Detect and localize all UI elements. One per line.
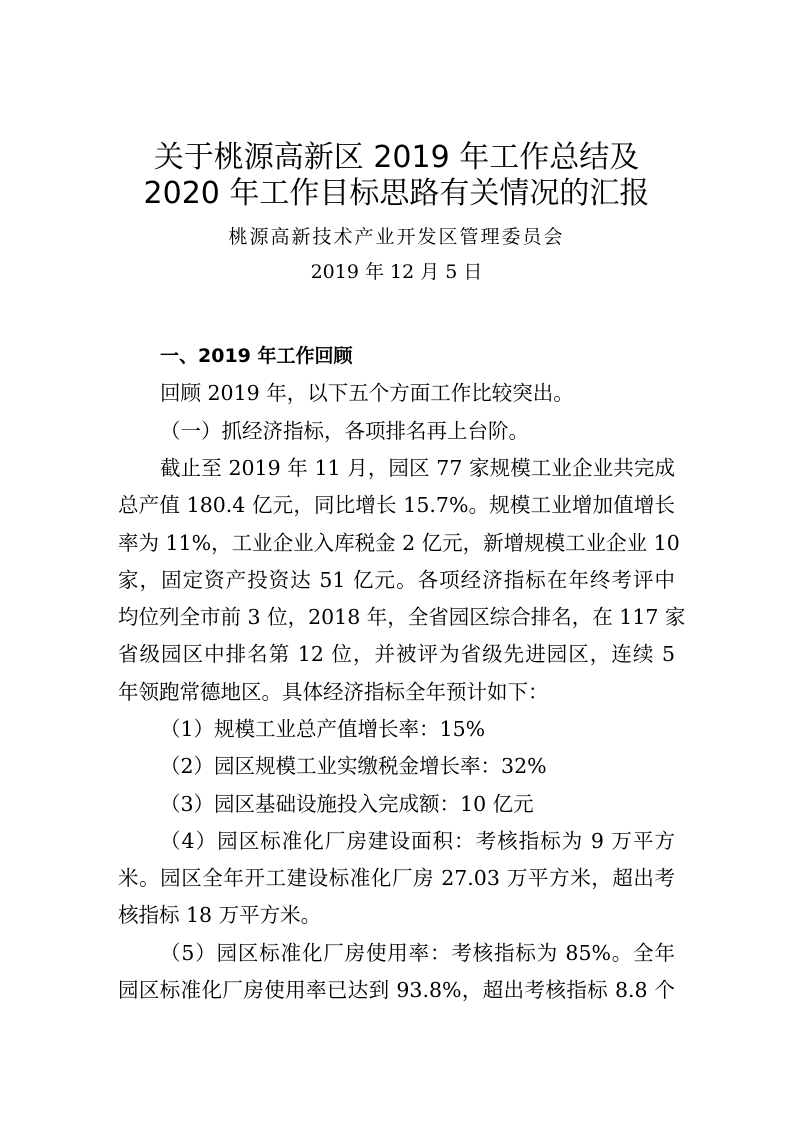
list-item-line: （3）园区基础设施投入完成额：10 亿元: [160, 792, 534, 816]
paragraph-line: 家，固定资产投资达 51 亿元。各项经济指标在年终考评中: [118, 568, 675, 592]
intro-text: 回顾 2019 年，以下五个方面工作比较突出。: [160, 381, 574, 405]
list-item-line: 核指标 18 万平方米。: [118, 903, 322, 927]
list-item-line: 园区标准化厂房使用率已达到 93.8%，超出考核指标 8.8 个: [118, 978, 675, 1002]
date: 2019 年 12 月 5 日: [310, 261, 483, 283]
paragraph-line: 年领跑常德地区。具体经济指标全年预计如下：: [118, 680, 549, 704]
paragraph-line: 均位列全市前 3 位，2018 年，全省园区综合排名，在 117 家: [118, 605, 686, 629]
paragraph-line: 截止至 2019 年 11 月，园区 77 家规模工业企业共完成: [160, 456, 675, 480]
paragraph-line: 率为 11%，工业企业入库税金 2 亿元，新增规模工业企业 10: [118, 531, 680, 555]
subsection-heading: （一）抓经济指标，各项排名再上台阶。: [160, 419, 529, 443]
paragraph-line: 省级园区中排名第 12 位，并被评为省级先进园区，连续 5: [118, 642, 675, 666]
section-heading: 一、2019 年工作回顾: [160, 345, 353, 367]
list-item-line: （1）规模工业总产值增长率：15%: [160, 717, 486, 741]
list-item-line: （5）园区标准化厂房使用率：考核指标为 85%。全年: [160, 941, 675, 965]
list-item-line: （4）园区标准化厂房建设面积：考核指标为 9 万平方: [160, 829, 675, 853]
document-title-line-2: 2020 年工作目标思路有关情况的汇报: [143, 176, 650, 211]
issuer: 桃源高新技术产业开发区管理委员会: [228, 226, 565, 248]
document-title-line-1: 关于桃源高新区 2019 年工作总结及: [153, 140, 640, 175]
paragraph-line: 总产值 180.4 亿元，同比增长 15.7%。规模工业增加值增长: [118, 493, 675, 517]
list-item-line: （2）园区规模工业实缴税金增长率：32%: [160, 754, 547, 778]
list-item-line: 米。园区全年开工建设标准化厂房 27.03 万平方米，超出考: [118, 866, 675, 890]
